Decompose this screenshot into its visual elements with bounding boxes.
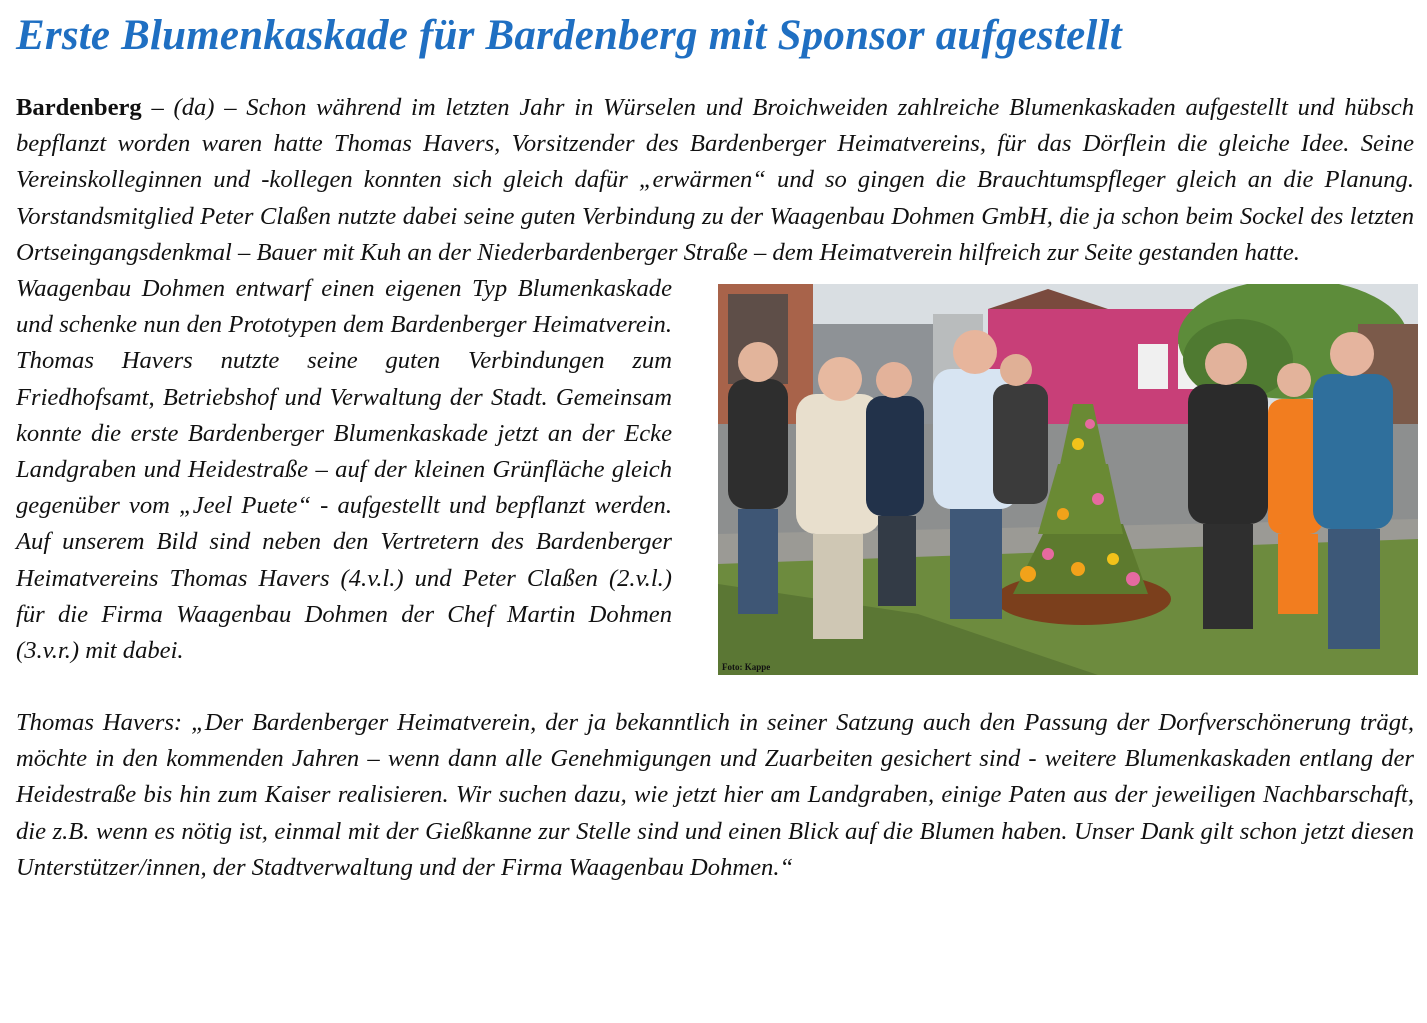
article-photo [718, 284, 1418, 675]
middle-paragraph: Waagenbau Dohmen entwarf einen eigenen Typ Blumenkaskade und schenke nun den Prototypen dem Bardenberger Heimatverein. Thomas Havers nutzte seine guten Verbindungen zum Friedhofsamt, Betriebshof und Verwaltung der Stadt. Gemeinsam konnte die erste Bardenberger Blumenkaskade jetzt an der Ecke Landgraben und Heidestraße – auf der kleinen Grünfläche gleich gegenüber vom „Jeel Puete“ - aufgestellt und bepflanzt werden. Auf unserem Bild sind neben den Vertretern des Bardenberger Heimatvereins Thomas Havers (4.v.l.) und Peter Claßen (2.v.l.) für die Firma Waagenbau Dohmen der Chef Martin Dohmen (3.v.r.) mit dabei. [16, 275, 672, 665]
photo-section [16, 271, 1415, 705]
article-headline: Erste Blumenkaskade für Bardenberg mit Sponsor aufgestellt [16, 12, 1122, 59]
photo-credit: Foto: Kappe [722, 662, 771, 673]
lead-place: Bardenberg [16, 94, 142, 121]
lead-paragraph [16, 90, 1414, 271]
quote-paragraph: Thomas Havers: „Der Bardenberger Heimatverein, der ja bekanntlich in seiner Satzung auch den Passung der Dorfverschönerung trägt, möchte in den kommenden Jahren – wenn dann alle Genehmigungen und Zuarbeiten gesichert sind - weitere Blumenkaskaden entlang der Heidestraße bis hin zum Kaiser realisieren. Wir suchen dazu, wie jetzt hier am Landgraben, einige Paten aus der jeweiligen Nachbarschaft, die z.B. wenn es nötig ist, einmal mit der Gießkanne zur Stelle sind und einen Blick auf die Blumen haben. Unser Dank gilt schon jetzt diesen Unterstützer/innen, der Stadtverwaltung und der Firma Waagenbau Dohmen.“ [16, 709, 1414, 881]
photo-illustration [718, 284, 1418, 675]
lead-text: – (da) – Schon während im letzten Jahr in Würselen und Broichweiden zahlreiche Blumenkaskaden aufgestellt und hübsch bepflanzt worden waren hatte Thomas Havers, Vorsitzender des Bardenberger Heimatvereins, für das Dörflein die gleiche Idee. Seine Vereinskolleginnen und -kollegen konnten sich gleich dafür „erwärmen“ und so gingen die Brauchtumspfleger gleich an die Planung. Vorstandsmitglied Peter Claßen nutzte dabei seine guten Verbindung zu der Waagenbau Dohmen GmbH, die ja schon beim Sockel des letzten Ortseingangsdenkmal – Bauer mit Kuh an der Niederbardenberger Straße – dem Heimatverein hilfreich zur Seite gestanden hatte. [16, 94, 1414, 266]
